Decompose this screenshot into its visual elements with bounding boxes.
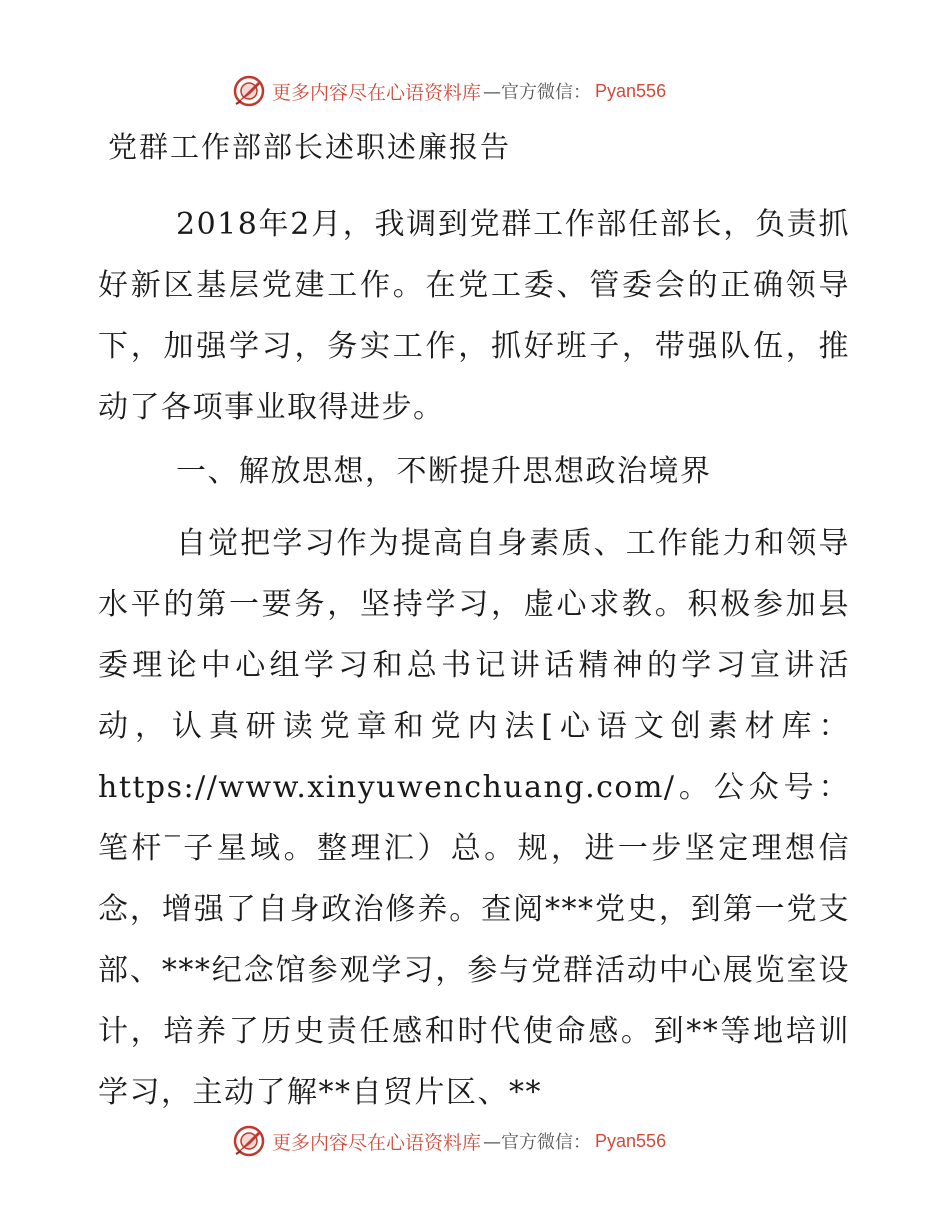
pen-logo-icon	[232, 1124, 266, 1158]
banner-official-label: —官方微信：	[483, 1132, 592, 1153]
pen-logo-icon	[232, 74, 266, 108]
banner-text: 更多内容尽在心语资料库	[272, 81, 482, 104]
section-heading: 一、解放思想，不断提升思想政治境界	[176, 454, 712, 489]
paragraph-intro: 2018年2月，我调到党群工作部任部长，负责抓好新区基层党建工作。在党工委、管委会的正确领导下，加强学习，务实工作，抓好班子，带强队伍，推动了各项事业取得进步。	[98, 207, 850, 425]
header-watermark-banner	[232, 74, 666, 108]
banner-official-label: —官方微信：	[483, 82, 592, 103]
banner-wechat-id: Pyan556	[595, 80, 667, 101]
paragraph-study: 自觉把学习作为提高自身素质、工作能力和领导水平的第一要务，坚持学习，虚心求教。积极参加县委理论中心组学习和总书记讲话精神的学习宣讲活动，认真研读党章和党内法[心语文创素材库：https://www.xinyuwenchuang.com/。公众号：笔杆‾子星域。整理汇）总。规，进一步坚定理想信念，增强了自身政治修养。查阅***党史，到第一党支部、***纪念馆参观学习，参与党群活动中心展览室设计，培养了历史责任感和时代使命感。到**等地培训学习，主动了解**自贸片区、**	[98, 526, 850, 1110]
banner-wechat-id: Pyan556	[595, 1130, 667, 1151]
banner-text: 更多内容尽在心语资料库	[272, 1131, 482, 1154]
document-title: 党群工作部部长述职述廉报告	[108, 130, 512, 164]
footer-watermark-banner	[232, 1124, 666, 1158]
